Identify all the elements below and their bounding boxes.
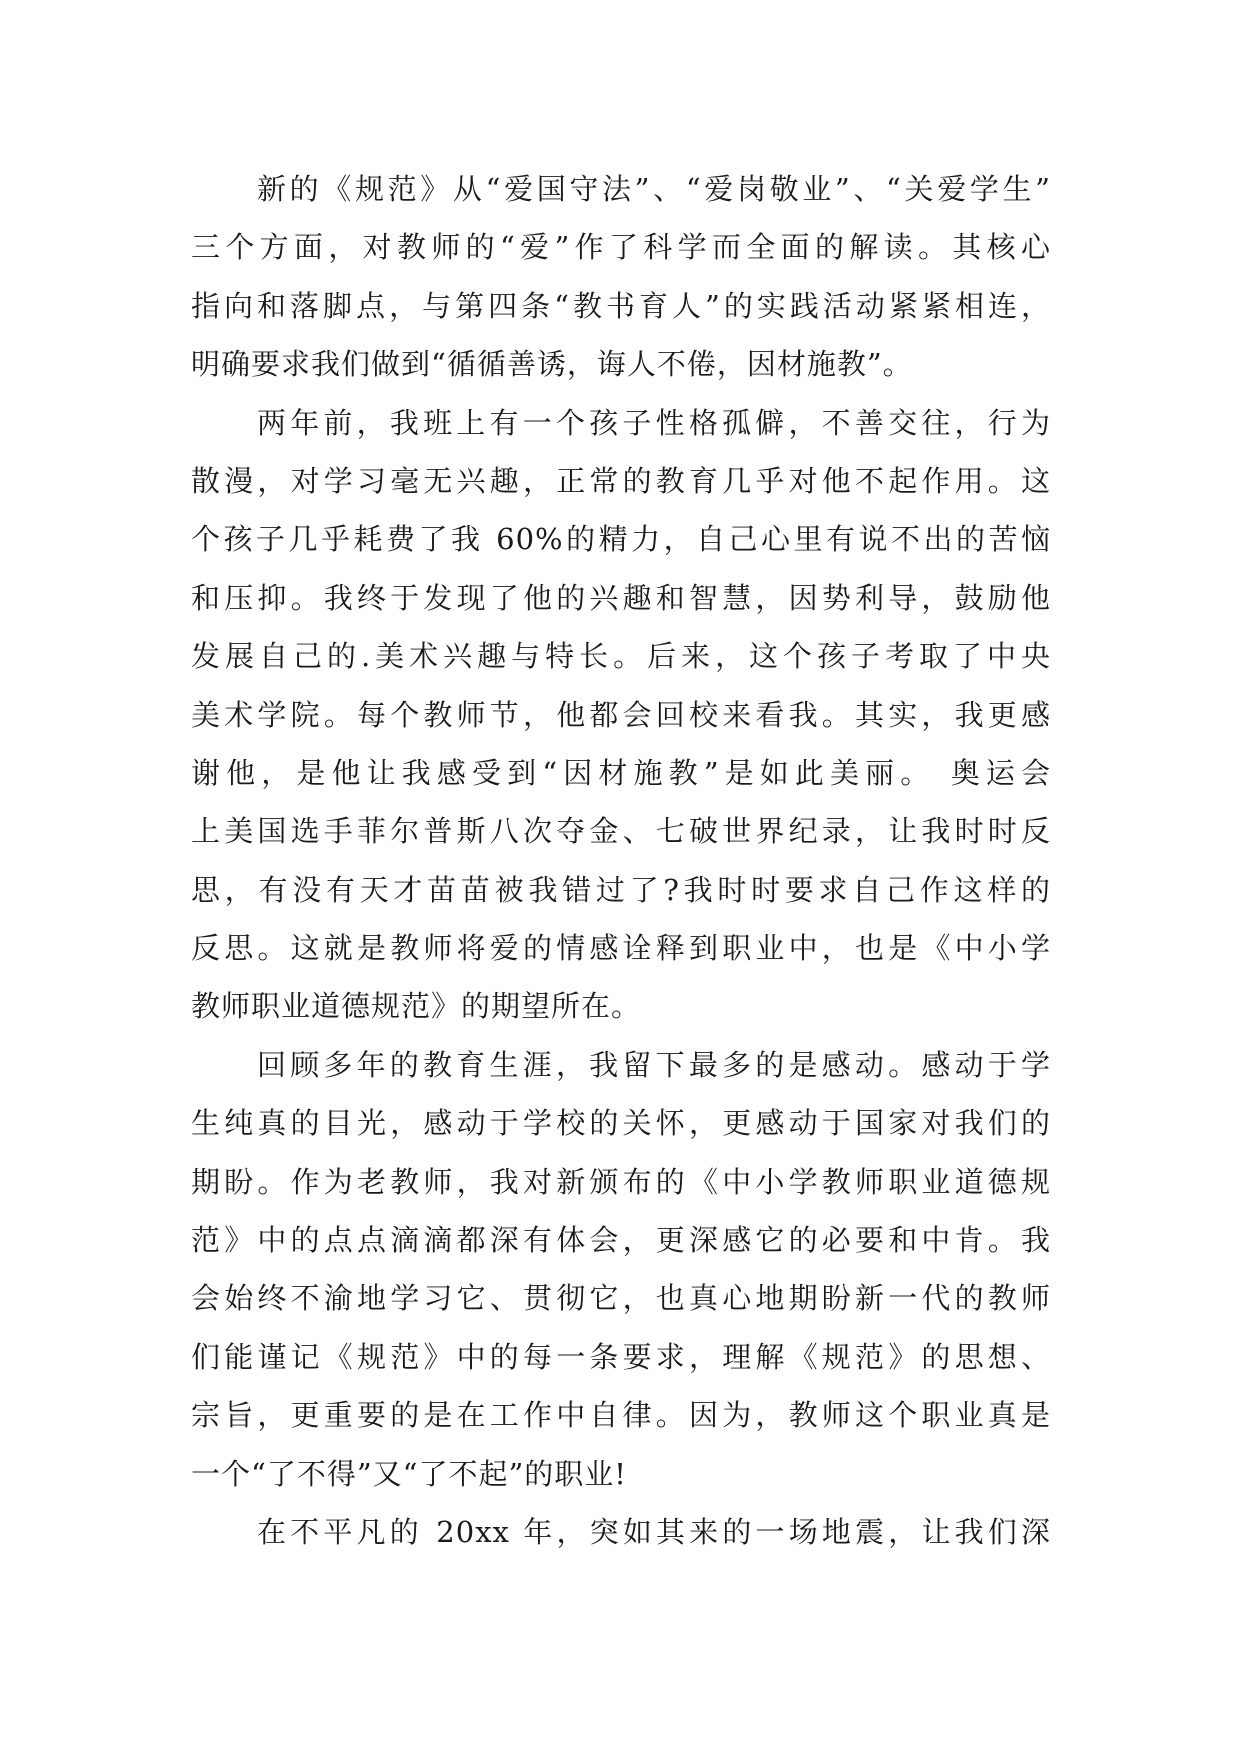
paragraph-3 xyxy=(191,1036,1051,1503)
text-line: 美术学院。每个教师节，他都会回校来看我。其实，我更感 xyxy=(191,697,1051,732)
text-line: 在不平凡的 20xx 年，突如其来的一场地震，让我们深 xyxy=(257,1514,1051,1549)
text-line: 和压抑。我终于发现了他的兴趣和智慧，因势利导，鼓励他 xyxy=(191,580,1051,615)
text-line: 反思。这就是教师将爱的情感诠释到职业中，也是《中小学 xyxy=(191,931,1051,966)
paragraph-1 xyxy=(191,160,1051,394)
text-line: 明确要求我们做到“循循善诱，诲人不倦，因材施教”。 xyxy=(191,347,913,382)
text-line: 教师职业道德规范》的期望所在。 xyxy=(191,989,642,1024)
text-line: 个孩子几乎耗费了我 60%的精力，自己心里有说不出的苦恼 xyxy=(191,522,1051,557)
text-line: 两年前，我班上有一个孩子性格孤僻，不善交往，行为 xyxy=(257,405,1051,440)
text-line: 会始终不渝地学习它、贯彻它，也真心地期盼新一代的教师 xyxy=(191,1281,1051,1316)
text-line: 新的《规范》从“爱国守法”、“爱岗敬业”、“关爱学生” xyxy=(257,172,1051,206)
text-line: 上美国选手菲尔普斯八次夺金、七破世界纪录，让我时时反 xyxy=(191,814,1051,849)
text-line: 谢他，是他让我感受到“因材施教”是如此美丽。 奥运会 xyxy=(191,755,1051,790)
text-line: 三个方面，对教师的“爱”作了科学而全面的解读。其核心 xyxy=(191,230,1051,265)
text-line: 一个“了不得”又“了不起”的职业! xyxy=(191,1456,627,1491)
text-line: 们能谨记《规范》中的每一条要求，理解《规范》的思想、 xyxy=(191,1339,1051,1374)
text-line: 宗旨，更重要的是在工作中自律。因为，教师这个职业真是 xyxy=(191,1398,1051,1433)
text-line: 范》中的点点滴滴都深有体会，更深感它的必要和中肯。我 xyxy=(191,1223,1051,1258)
document-body xyxy=(191,160,1051,1561)
text-line: 思，有没有天才苗苗被我错过了?我时时要求自己作这样的 xyxy=(191,872,1051,907)
text-line: 散漫，对学习毫无兴趣，正常的教育几乎对他不起作用。这 xyxy=(191,463,1051,498)
paragraph-2 xyxy=(191,394,1051,1036)
text-line: 期盼。作为老教师，我对新颁布的《中小学教师职业道德规 xyxy=(191,1164,1051,1199)
text-line: 指向和落脚点，与第四条“教书育人”的实践活动紧紧相连， xyxy=(191,288,1051,323)
text-line: 生纯真的目光，感动于学校的关怀，更感动于国家对我们的 xyxy=(191,1106,1051,1141)
text-line: 发展自己的.美术兴趣与特长。后来，这个孩子考取了中央 xyxy=(191,639,1051,674)
paragraph-4 xyxy=(191,1503,1051,1561)
text-line: 回顾多年的教育生涯，我留下最多的是感动。感动于学 xyxy=(257,1047,1051,1082)
